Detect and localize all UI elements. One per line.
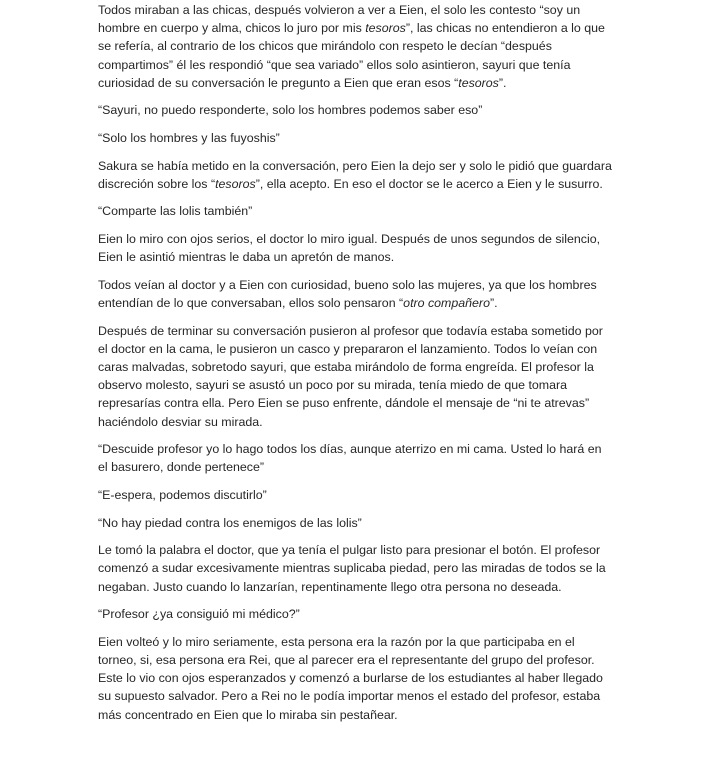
text-run: “Sayuri, no puedo responderte, solo los hombres podemos saber eso”	[98, 103, 483, 118]
text-run: ”, ella acepto. En eso el doctor se le acerco a Eien y le susurro.	[255, 176, 603, 191]
paragraph	[98, 129, 614, 147]
text-run: Eien volteó y lo miro seriamente, esta persona era la razón por la que participaba en el torneo, si, esa persona era Rei, que al parecer era el representante del grupo del profesor. Este lo vio con ojos esperanzados y comenzó a burlarse de los estudiantes al haber llegado su supuesto salvador. Pero a Rei no le podía importar menos el estado del profesor, estaba más concentrado en Eien que lo miraba sin pestañear.	[98, 634, 603, 722]
text-run: “Descuide profesor yo lo hago todos los días, aunque aterrizo en mi cama. Usted lo hará en el basurero, donde pertenece”	[98, 442, 602, 475]
text-run: “Comparte las lolis también”	[98, 204, 253, 219]
paragraph	[98, 440, 614, 476]
paragraph	[98, 202, 614, 220]
paragraph	[98, 541, 614, 596]
paragraph	[98, 276, 614, 312]
text-run: Después de terminar su conversación pusieron al profesor que todavía estaba sometido por el doctor en la cama, le pusieron un casco y prepararon el lanzamiento. Todos lo veían con caras malvadas, sobretodo sayuri, que estaba mirándolo de forma engreída. El profesor la observo molesto, sayuri se asustó un poco por su mirada, tenía miedo de que tomara represarías contra ella. Pero Eien se puso enfrente, dándole el mensaje de “ni te atrevas” haciéndolo desviar su mirada.	[98, 323, 603, 429]
paragraph	[98, 633, 614, 724]
text-run: “E-espera, podemos discutirlo”	[98, 487, 267, 502]
text-run: “Profesor ¿ya consiguió mi médico?”	[98, 607, 300, 622]
paragraph	[98, 1, 614, 92]
text-run: Eien lo miro con ojos serios, el doctor lo miro igual. Después de unos segundos de silencio, Eien le asintió mientras le daba un apretón de manos.	[98, 231, 601, 265]
italic-text-run: tesoros	[215, 176, 256, 191]
paragraph	[98, 101, 614, 119]
italic-text-run: tesoros	[458, 75, 499, 90]
paragraph	[98, 157, 614, 193]
paragraph	[98, 486, 614, 504]
paragraph	[98, 514, 614, 532]
text-run: ”.	[489, 295, 498, 310]
text-run: “Solo los hombres y las fuyoshis”	[98, 131, 280, 145]
italic-text-run: tesoros	[365, 21, 406, 36]
document-body	[98, 1, 614, 733]
paragraph	[98, 322, 614, 431]
paragraph	[98, 605, 614, 623]
text-run: Le tomó la palabra el doctor, que ya tenía el pulgar listo para presionar el botón. El profesor comenzó a sudar excesivamente mientras suplicaba piedad, pero las miradas de todos se la negaban. Justo cuando lo lanzarían, repentinamente llego otra persona no deseada.	[98, 543, 606, 594]
text-run: Todos miraban a las chicas, después volvieron a ver a Eien, el solo les contesto “soy un hombre en cuerpo y alma, chicos lo juro por mis	[98, 3, 581, 36]
text-run: Todos veían al doctor y a Eien con curiosidad, bueno solo las mujeres, ya que los hombres entendían de lo que conversaban, ellos solo pensaron “	[98, 277, 597, 310]
italic-text-run: otro compañero	[403, 295, 490, 310]
text-run: Sakura se había metido en la conversación, pero Eien la dejo ser y solo le pidió que guardara discreción sobre los “	[98, 158, 612, 191]
text-run: ”, las chicas no entendieron a lo que se refería, al contrario de los chicos que mirándolo con respeto le decían “después compartimos” él les respondió “que sea variado” ellos solo asintieron, sayuri que tenía curiosidad de su conversación le pregunto a Eien que eran esos “	[98, 21, 605, 90]
text-run: ”.	[498, 75, 507, 90]
text-run: “No hay piedad contra los enemigos de las lolis”	[98, 515, 362, 530]
paragraph	[98, 230, 614, 266]
